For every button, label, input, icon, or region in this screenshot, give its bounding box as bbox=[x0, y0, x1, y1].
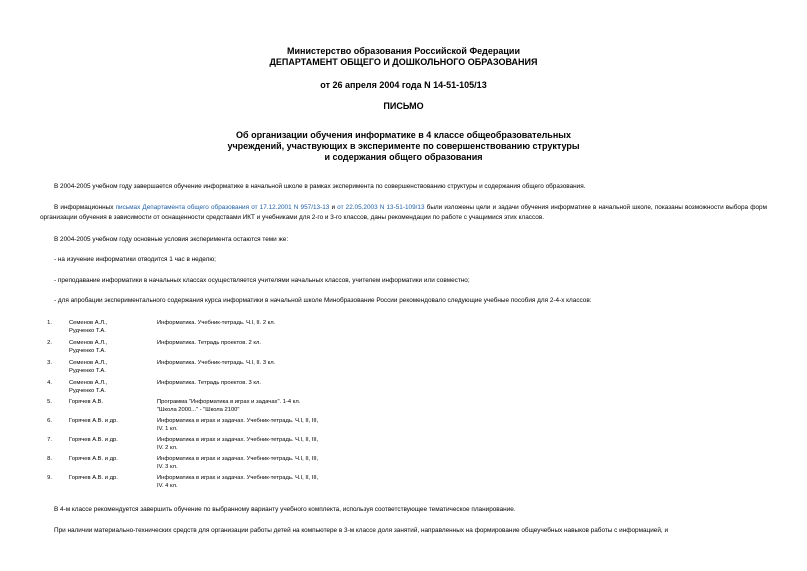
paragraph-2 bbox=[40, 203, 767, 223]
paragraph-2-text-start: В информационных bbox=[54, 204, 116, 211]
row-title bbox=[157, 475, 357, 490]
author-line-1: Горячев А.В. и др. bbox=[69, 456, 118, 462]
title-line-1: Информатика в играх и задачах. Учебник-тетрадь. Ч.I, II, III, bbox=[157, 475, 319, 481]
row-title bbox=[157, 340, 357, 348]
author-line-2: Рудченко Т.А. bbox=[69, 327, 106, 334]
row-author bbox=[69, 418, 149, 426]
paragraph-computer-work: При наличии материально-технических средств для организации работы детей на компьютере в 3-м классе доля занятий, направленных на формирование общеучебных навыков работы с информацией, и bbox=[54, 527, 669, 534]
title-line-2: IV. 4 кл. bbox=[157, 482, 178, 489]
author-line-2: Рудченко Т.А. bbox=[69, 387, 106, 394]
title-line-1: Информатика. Учебник-тетрадь. Ч.I, II. 3 кл. bbox=[157, 360, 276, 366]
row-number: 7. bbox=[47, 437, 52, 443]
paragraph-grade-4: В 4-м классе рекомендуется завершить обучение по выбранному варианту учебного комплекта, используя соответствующее тематическое планирование. bbox=[54, 506, 516, 513]
paragraph-1: В 2004-2005 учебном году завершается обучение информатике в начальной школе в рамках эксперимента по совершенствованию структуры и содержания общего образования. bbox=[54, 183, 586, 190]
document-type: ПИСЬМО bbox=[383, 101, 424, 111]
title-line-1: Информатика. Учебник-тетрадь. Ч.I, II. 2 кл. bbox=[157, 320, 276, 326]
list-item-teachers: - преподавание информатики в начальных классах осуществляется учителями начальных классов, учителем информатики или совместно; bbox=[54, 277, 470, 284]
author-line-1: Горячев А.В. и др. bbox=[69, 418, 118, 424]
title-line-1: Программа "Информатика в играх и задачах". 1-4 кл. bbox=[157, 399, 301, 405]
list-item-hours: - на изучение информатики отводится 1 час в неделю; bbox=[54, 256, 216, 263]
author-line-1: Семенов А.Л., bbox=[69, 340, 108, 346]
row-title bbox=[157, 399, 357, 414]
author-line-1: Семенов А.Л., bbox=[69, 320, 108, 326]
row-number: 2. bbox=[47, 340, 52, 346]
title-line-1: Информатика. Тетрадь проектов. 2 кл. bbox=[157, 340, 261, 346]
author-line-2: Рудченко Т.А. bbox=[69, 347, 106, 354]
row-author bbox=[69, 340, 149, 355]
document-date-number: от 26 апреля 2004 года N 14-51-105/13 bbox=[320, 80, 487, 90]
row-title bbox=[157, 437, 357, 452]
row-title bbox=[157, 418, 357, 433]
row-author bbox=[69, 399, 149, 407]
row-author bbox=[69, 380, 149, 395]
title-line-1: Информатика. Тетрадь проектов. 3 кл. bbox=[157, 380, 261, 386]
row-author bbox=[69, 437, 149, 445]
ministry-name: Министерство образования Российской Федерации bbox=[287, 46, 520, 56]
paragraph-3: В 2004-2005 учебном году основные условия эксперимента остаются теми же: bbox=[54, 236, 289, 243]
row-title bbox=[157, 380, 357, 388]
author-line-2: Рудченко Т.А. bbox=[69, 367, 106, 374]
row-number: 8. bbox=[47, 456, 52, 462]
title-line-3: и содержания общего образования bbox=[324, 152, 483, 162]
row-number: 1. bbox=[47, 320, 52, 326]
paragraph-2-text-end: были изложены цели и задачи обучения информатике в начальной школе, показаны возможности выбора форм организации обучения в зависимости от оснащенности средствами ИКТ и учебниками для 2-го и 3-го классов, даны рекомендации по работе с учащимися этих классов. bbox=[40, 204, 767, 221]
row-author bbox=[69, 320, 149, 335]
author-line-1: Горячев А.В. и др. bbox=[69, 437, 118, 443]
title-line-2: IV. 2 кл. bbox=[157, 444, 178, 451]
title-line-1: Информатика в играх и задачах. Учебник-тетрадь. Ч.I, II, III, bbox=[157, 456, 319, 462]
author-line-1: Семенов А.Л., bbox=[69, 360, 108, 366]
row-author bbox=[69, 456, 149, 464]
row-number: 5. bbox=[47, 399, 52, 405]
letter-link-2001[interactable]: письмах Департамента общего образования от 17.12.2001 N 957/13-13 bbox=[115, 204, 330, 211]
title-line-2: IV. 1 кл. bbox=[157, 425, 178, 432]
author-line-1: Горячев А.В. bbox=[69, 399, 104, 405]
row-number: 6. bbox=[47, 418, 52, 424]
letter-link-2003[interactable]: от 22.05.2003 N 13-51-109/13 bbox=[337, 204, 425, 211]
author-line-1: Семенов А.Л., bbox=[69, 380, 108, 386]
title-line-2: учреждений, участвующих в эксперименте по совершенствованию структуры bbox=[227, 141, 580, 151]
author-line-1: Горячев А.В. и др. bbox=[69, 475, 118, 481]
row-title bbox=[157, 456, 357, 471]
title-line-2: "Школа 2000..." - "Школа 2100" bbox=[157, 406, 240, 413]
row-title bbox=[157, 320, 357, 328]
paragraph-2-text-and: и bbox=[329, 204, 338, 211]
department-name: ДЕПАРТАМЕНТ ОБЩЕГО И ДОШКОЛЬНОГО ОБРАЗОВАНИЯ bbox=[269, 57, 538, 67]
row-author bbox=[69, 475, 149, 483]
title-line-2: IV. 3 кл. bbox=[157, 463, 178, 470]
title-line-1: Информатика в играх и задачах. Учебник-тетрадь. Ч.I, II, III, bbox=[157, 437, 319, 443]
row-author bbox=[69, 360, 149, 375]
title-line-1: Информатика в играх и задачах. Учебник-тетрадь. Ч.I, II, III, bbox=[157, 418, 319, 424]
row-number: 3. bbox=[47, 360, 52, 366]
row-title bbox=[157, 360, 357, 368]
row-number: 4. bbox=[47, 380, 52, 386]
list-item-textbooks: - для апробации экспериментального содержания курса информатики в начальной школе Минобразование России рекомендовало следующие учебные пособия для 2-4-х классов: bbox=[54, 297, 592, 304]
row-number: 9. bbox=[47, 475, 52, 481]
title-line-1: Об организации обучения информатике в 4 классе общеобразовательных bbox=[236, 130, 571, 140]
